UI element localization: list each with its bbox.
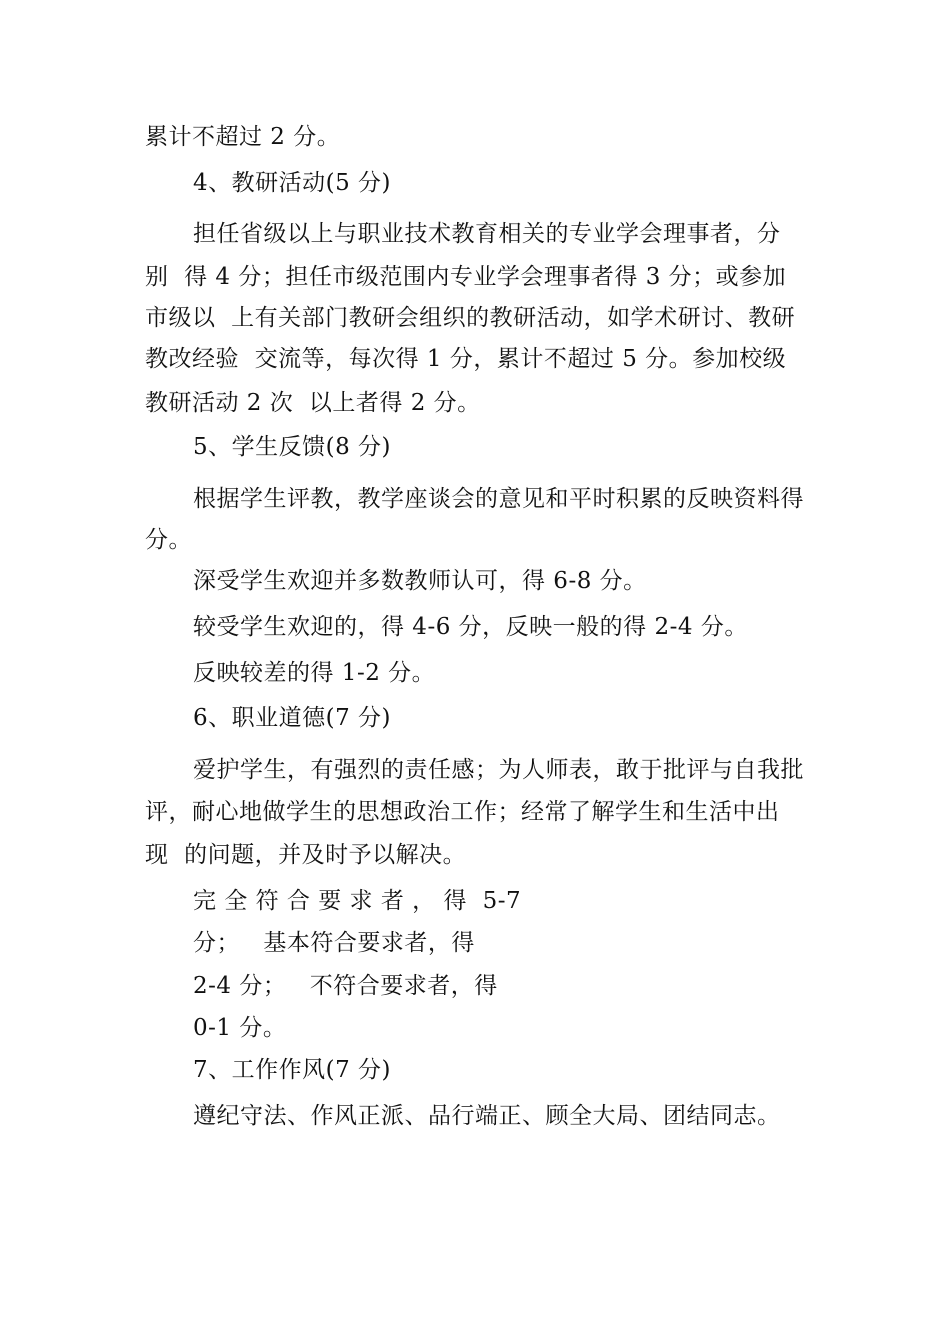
text-line-19: 分； 基本符合要求者，得 bbox=[193, 930, 475, 956]
text-line-18: 完 全 符 合 要 求 者 ， 得 5-7 bbox=[193, 888, 522, 914]
text-line-16: 评，耐心地做学生的思想政治工作；经常了解学生和生活中出 bbox=[145, 799, 780, 825]
section-heading-teaching-research: 4、教研活动(5 分) bbox=[193, 170, 392, 196]
text-line-17: 现 的问题，并及时予以解决。 bbox=[145, 842, 467, 868]
text-line-10: 分。 bbox=[145, 527, 192, 553]
section-heading-student-feedback: 5、学生反馈(8 分) bbox=[193, 434, 392, 460]
text-line-11: 深受学生欢迎并多数教师认可，得 6-8 分。 bbox=[193, 568, 647, 594]
text-line-13: 反映较差的得 1-2 分。 bbox=[193, 660, 436, 686]
text-line-21: 0-1 分。 bbox=[193, 1015, 287, 1041]
text-line-3: 担任省级以上与职业技术教育相关的专业学会理事者，分 bbox=[193, 221, 781, 247]
text-line-5: 市级以 上有关部门教研会组织的教研活动，如学术研讨、教研 bbox=[145, 305, 796, 331]
section-heading-work-style: 7、工作作风(7 分) bbox=[193, 1057, 392, 1083]
text-line-1: 累计不超过 2 分。 bbox=[145, 124, 341, 150]
text-line-7: 教研活动 2 次 以上者得 2 分。 bbox=[145, 390, 481, 416]
text-line-9: 根据学生评教，教学座谈会的意见和平时积累的反映资料得 bbox=[193, 486, 804, 512]
section-heading-professional-ethics: 6、职业道德(7 分) bbox=[193, 705, 392, 731]
text-line-20: 2-4 分； 不符合要求者，得 bbox=[193, 973, 498, 999]
text-line-6: 教改经验 交流等，每次得 1 分，累计不超过 5 分。参加校级 bbox=[145, 346, 787, 372]
text-line-4: 别 得 4 分；担任市级范围内专业学会理事者得 3 分；或参加 bbox=[145, 264, 787, 290]
text-line-23: 遵纪守法、作风正派、品行端正、顾全大局、团结同志。 bbox=[193, 1103, 781, 1129]
text-line-12: 较受学生欢迎的，得 4-6 分，反映一般的得 2-4 分。 bbox=[193, 614, 748, 640]
text-line-15: 爱护学生，有强烈的责任感；为人师表，敢于批评与自我批 bbox=[193, 757, 804, 783]
